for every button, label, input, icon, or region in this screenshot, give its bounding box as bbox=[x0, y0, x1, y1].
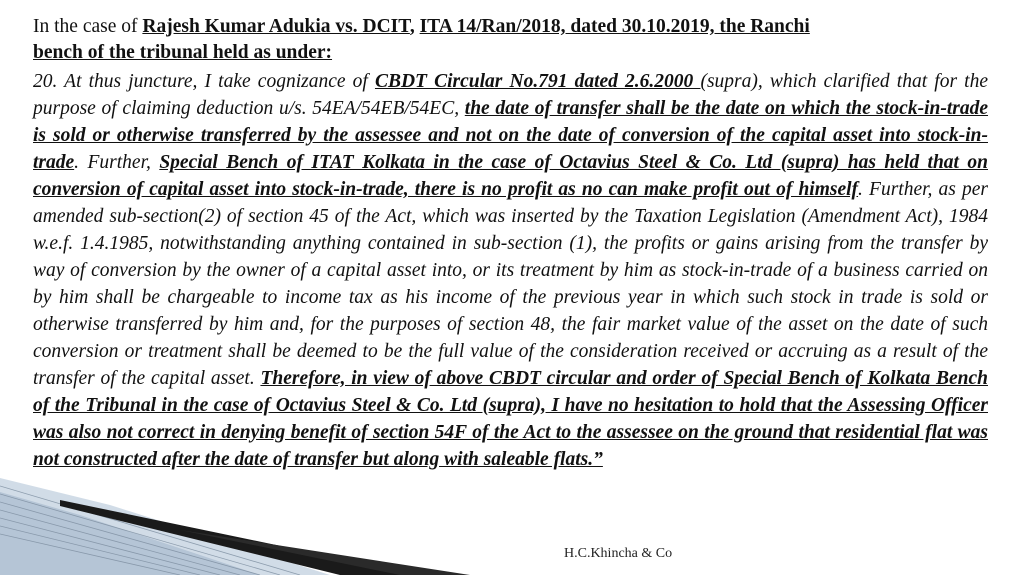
quote-part-3: . Further, bbox=[74, 152, 160, 173]
quote-part-4: . Further, as per amended sub-section(2) of section 45 of the Act, which was inserted by the Taxation Legislation (Amendment Act), 1984 w.e.f. 1.4.1985, notwithstanding anything contained in sub-section (1), the profits or gains arising from the transfer by way of conversion by the owner of a capital asset into, or its treatment by him as stock-in-trade of a business carried on by him shall be chargeable to income tax as his income of the previous year in which such stock in trade is sold or otherwise transferred by him and, for the purposes of section 48, the fair market value of the asset on the date of such conversion or treatment shall be deemed to be the full value of the consideration received or accruing as a result of the transfer of the capital asset. bbox=[33, 179, 988, 389]
decoration-light-sweep-2 bbox=[0, 492, 260, 575]
quote-part-1: 20. At thus juncture, I take cognizance of bbox=[33, 71, 375, 92]
slide-body bbox=[33, 14, 988, 473]
tribunal-quote bbox=[33, 68, 988, 473]
case-details: ITA 14/Ran/2018, dated 30.10.2019, the Ranchi bbox=[419, 16, 810, 37]
transfer-date-holding: the date of transfer shall be the date on which the stock-in-trade is sold or otherwise transferred by the assessee and not on the date of conversion of the capital asset into stock-in-trade bbox=[33, 98, 989, 173]
heading-separator: , bbox=[409, 16, 420, 37]
case-name: Rajesh Kumar Adukia vs. DCIT bbox=[142, 16, 410, 37]
special-bench-holding: Special Bench of ITAT Kolkata in the case of Octavius Steel & Co. Ltd (supra) has held that on conversion of capital asset into stock-in-trade, there is no profit as no can make profit out of himself bbox=[33, 152, 989, 200]
heading-line-2: bench of the tribunal held as under: bbox=[33, 42, 333, 63]
quote-conclusion: Therefore, in view of above CBDT circular and order of Special Bench of Kolkata Bench of the Tribunal in the case of Octavius Steel & Co. Ltd (supra), I have no hesitation to hold that the Assessing Officer was also not correct in denying benefit of section 54F of the Act to the assessee on the ground that residential flat was not constructed after the date of transfer but along with saleable flats.” bbox=[33, 368, 988, 470]
footer-firm-name: H.C.Khincha & Co bbox=[564, 546, 673, 561]
heading-intro: In the case of bbox=[33, 16, 143, 37]
circular-reference: CBDT Circular No.791 dated 2.6.2000 bbox=[374, 71, 701, 92]
case-heading bbox=[33, 14, 988, 66]
quote-part-2: (supra), which clarified that for the purpose of claiming deduction u/s. 54EA/54EB/54EC, bbox=[33, 71, 988, 119]
